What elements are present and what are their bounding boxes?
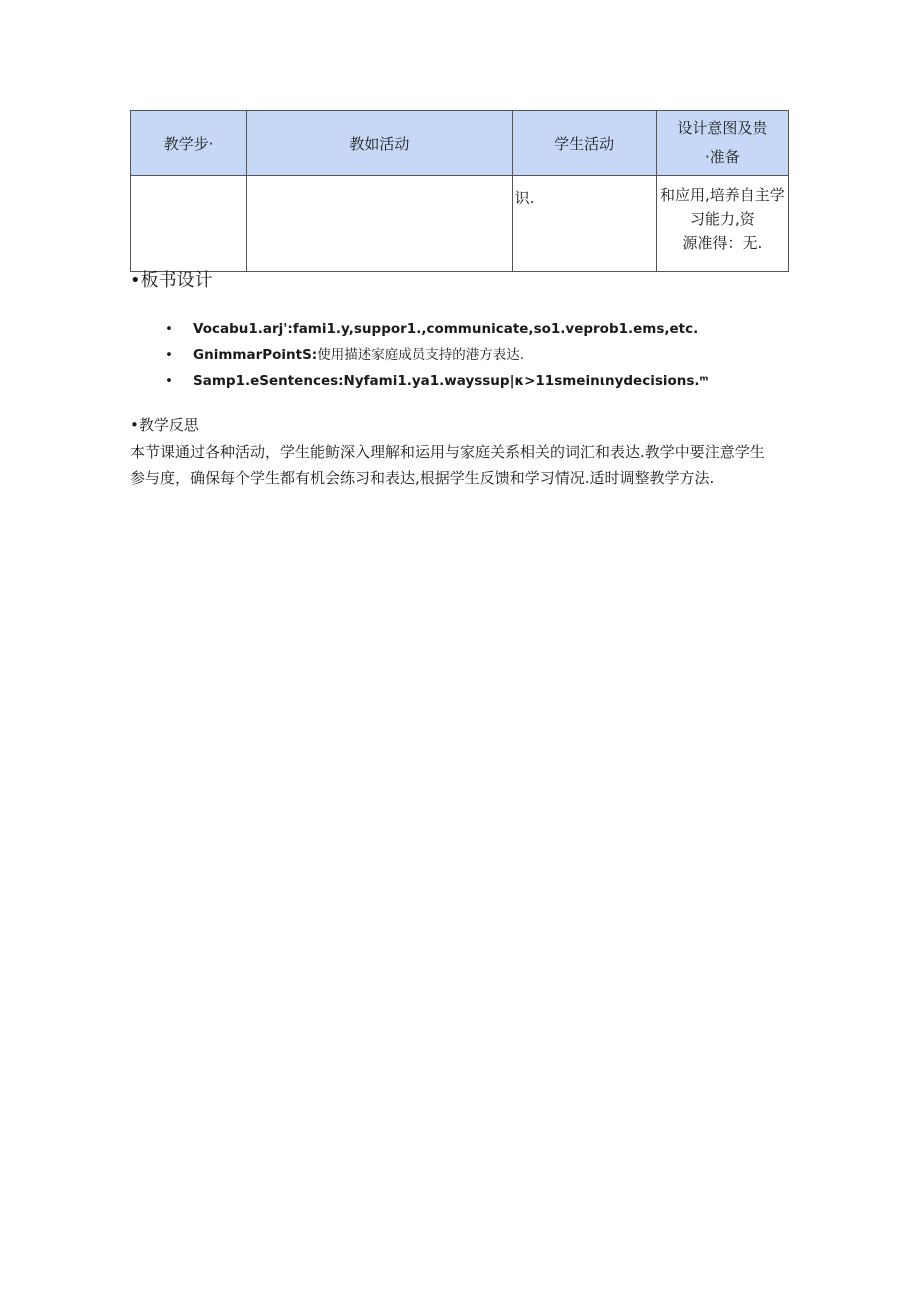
board-design-title: •板书设计 [130, 270, 213, 291]
lesson-plan-table [130, 110, 789, 272]
cell-teacher-activity [247, 176, 512, 272]
header-design-intent [656, 111, 788, 176]
reflection-title: •教学反思 [130, 416, 199, 434]
design-line-1: 和应用,培养自主学 [660, 186, 785, 204]
cell-step [131, 176, 247, 272]
reflection-body [130, 439, 792, 491]
grammar-text: 使用描述家庭成员支持的港方表达. [317, 347, 524, 363]
header-student-activity: 学生活动 [512, 111, 656, 176]
header-teaching-step: 教学步· [131, 111, 247, 176]
bullet-icon: • [165, 347, 173, 363]
board-design-list [165, 316, 709, 394]
header-design-line-2: ·准备 [705, 148, 740, 166]
design-line-3: 源准得：无. [682, 234, 763, 252]
table-header-row [131, 111, 789, 176]
list-item [165, 368, 709, 394]
bullet-icon: • [165, 373, 173, 389]
header-teacher-activity: 教如活动 [247, 111, 512, 176]
list-item [165, 316, 709, 342]
design-line-2: 习能力,资 [690, 210, 755, 228]
cell-design-intent [656, 176, 788, 272]
cell-student-activity: 识. [512, 176, 656, 272]
bullet-icon: • [165, 321, 173, 337]
reflection-line-2: 参与度，确保每个学生都有机会练习和表达,根据学生反馈和学习情况.适时调整教学方法. [130, 469, 715, 487]
table-row [131, 176, 789, 272]
lesson-table-container [130, 110, 789, 272]
vocabulary-text: Vocabu1.arj':fami1.y,suppor1.,communicate,so1.veprob1.ems,etc. [193, 321, 699, 337]
list-item [165, 342, 709, 368]
grammar-label: GnimmarPointS: [193, 347, 318, 363]
header-design-line-1: 设计意图及贵 [677, 119, 768, 137]
reflection-line-1: 本节课通过各种活动，学生能鲂深入理解和运用与家庭关系相关的词汇和表达.教学中要注意学生 [130, 443, 765, 461]
sample-sentences-text: Samp1.eSentences:Nyfami1.ya1.wayssup|κ>11smeinιnydecisions.ᵐ [193, 373, 709, 389]
